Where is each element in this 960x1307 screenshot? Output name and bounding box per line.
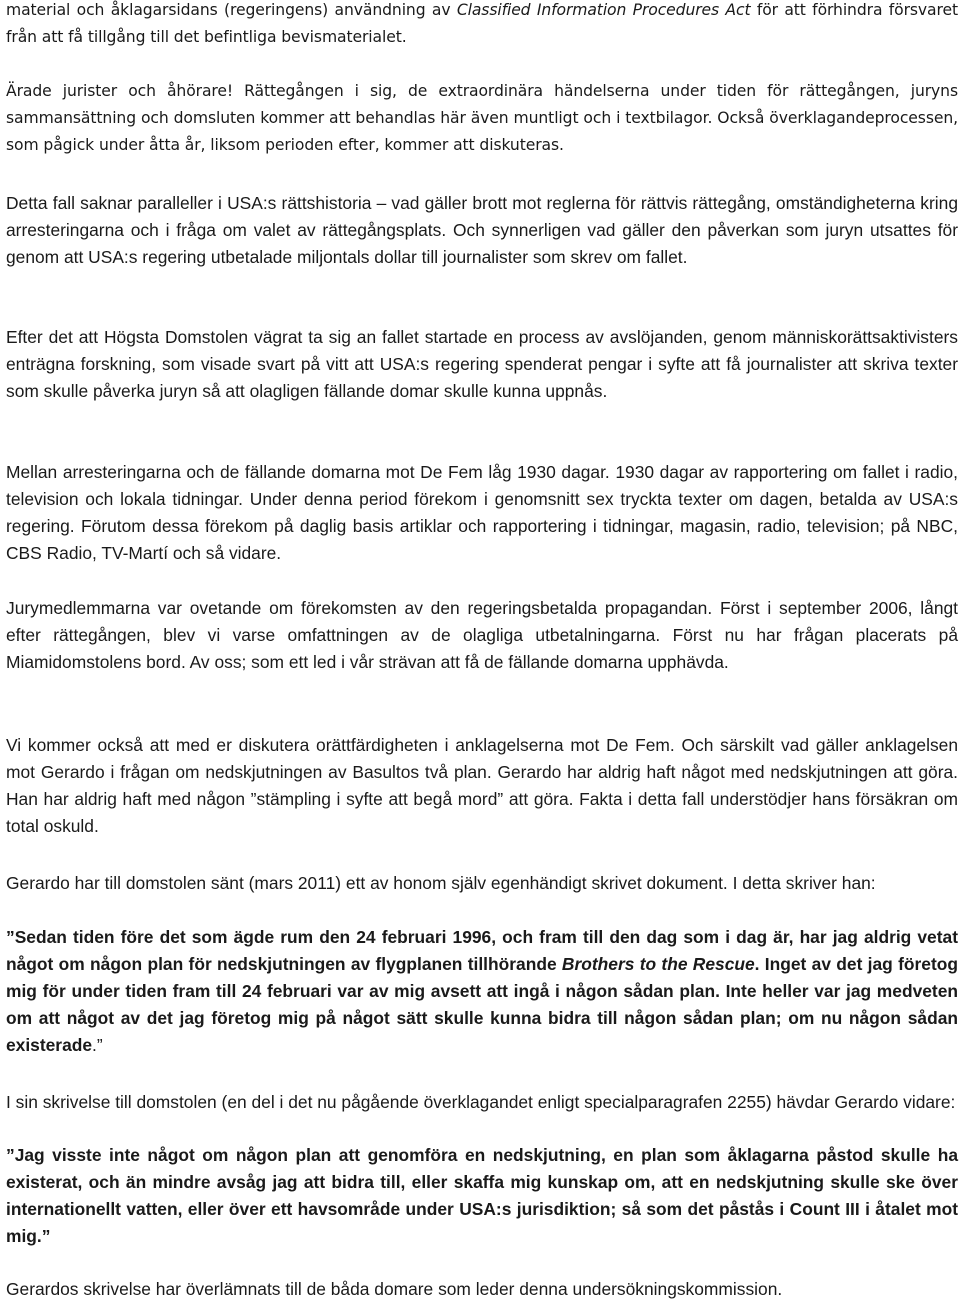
quote-gerardo-declaration-after: . Inget av det jag företog mig för under tiden fram till 24 februari var av mig avsett att ingå i någon sådan plan. Inte heller var jag medveten om att något av det jag företog mig på något sätt skulle kunna bidra till någon sådan plan; om nu någon sådan existerade xyxy=(6,954,958,1055)
paragraph-cipa-before: material och åklagarsidans (regeringens) användning av xyxy=(6,1,457,19)
paragraph-supreme-court: Efter det att Högsta Domstolen vägrat ta sig an fallet startade en process av avslöjanden, genom människorättsaktivisters enträgna forskning, som visade svart på vitt att USA:s regering spenderat pengar i syfte att få journalister att skriva texter som skulle påverka juryn så att olagligen fällande domar skulle kunna uppnås. xyxy=(6,327,958,401)
quote-gerardo-declaration xyxy=(6,924,958,1059)
quote-gerardo-declaration-before: ”Sedan tiden före det som ägde rum den 24 februari 1996, och fram till den dag som i dag är, har jag aldrig vetat något om någon plan för nedskjutningen av flygplanen tillhörande xyxy=(6,927,958,974)
paragraph-accusations: Vi kommer också att med er diskutera orättfärdigheten i anklagelserna mot De Fem. Och särskilt vad gäller anklagelsen mot Gerardo i frågan om nedskjutningen av Basultos två plan. Gerardo har aldrig haft något med nedskjutningen att göra. Han har aldrig haft med någon ”stämpling i syfte att begå mord” att göra. Fakta i detta fall understödjer hans försäkran om total oskuld. xyxy=(6,735,958,836)
paragraph-cipa-act: Classified Information Procedures Act xyxy=(456,1,751,19)
quote-gerardo-declaration-tail: .” xyxy=(92,1035,103,1055)
paragraph-cipa xyxy=(6,0,958,51)
paragraph-greeting: Ärade jurister och åhörare! Rättegången i sig, de extraordinära händelserna under tiden för rättegången, juryns sammansättning och domsluten kommer att behandlas här även muntligt och i textbilagor. Också överklagandeprocessen, som pågick under åtta år, liksom perioden efter, kommer att diskuteras. xyxy=(6,82,958,154)
paragraph-cipa-after: för att förhindra försvaret från att få tillgång till det befintliga bevismaterialet. xyxy=(6,1,958,46)
paragraph-commission: Gerardos skrivelse har överlämnats till de båda domare som leder denna undersökningskommission. xyxy=(6,1279,783,1299)
quote-gerardo-declaration-org: Brothers to the Rescue xyxy=(561,954,755,974)
paragraph-1930-days: Mellan arresteringarna och de fällande domarna mot De Fem låg 1930 dagar. 1930 dagar av rapportering om fallet i radio, television och lokala tidningar. Under denna period förekom i genomsnitt sex tryckta texter om dagen, betalda av USA:s regering. Förutom dessa förekom på daglig basis artiklar och rapportering i tidningar, magasin, radio, television; på NBC, CBS Radio, TV-Martí och så vidare. xyxy=(6,462,958,563)
paragraph-2255-filing: I sin skrivelse till domstolen (en del i det nu pågående överklagandet enligt specialparagrafen 2255) hävdar Gerardo vidare: xyxy=(6,1092,956,1112)
paragraph-gerardo-document: Gerardo har till domstolen sänt (mars 2011) ett av honom själv egenhändigt skrivet dokument. I detta skriver han: xyxy=(6,873,876,893)
paragraph-jury-unaware: Jurymedlemmarna var ovetande om förekomsten av den regeringsbetalda propagandan. Först i september 2006, långt efter rättegången, blev vi varse omfattningen av de olagliga utbetalningarna. Först nu har frågan placerats på Miamidomstolens bord. Av oss; som ett led i vår strävan att få de fällande domarna upphävda. xyxy=(6,598,958,672)
paragraph-no-parallels: Detta fall saknar paralleller i USA:s rättshistoria – vad gäller brott mot reglerna för rättvis rättegång, omständigheterna kring arresteringarna och i fråga om valet av rättegångsplats. Och synnerligen vad gäller den påverkan som juryn utsattes för genom att USA:s regering utbetalade miljontals dollar till journalister som skrev om fallet. xyxy=(6,193,958,267)
quote-gerardo-filing: ”Jag visste inte något om någon plan att genomföra en nedskjutning, en plan som åklagarna påstod skulle ha existerat, och än mindre avsåg jag att bidra till, eller skaffa mig kunskap om, att en nedskjutning skulle ske över internationellt vatten, eller över ett havsområde under USA:s jurisdiktion; så som det påstås i Count III i åtalet mot mig.” xyxy=(6,1145,958,1246)
